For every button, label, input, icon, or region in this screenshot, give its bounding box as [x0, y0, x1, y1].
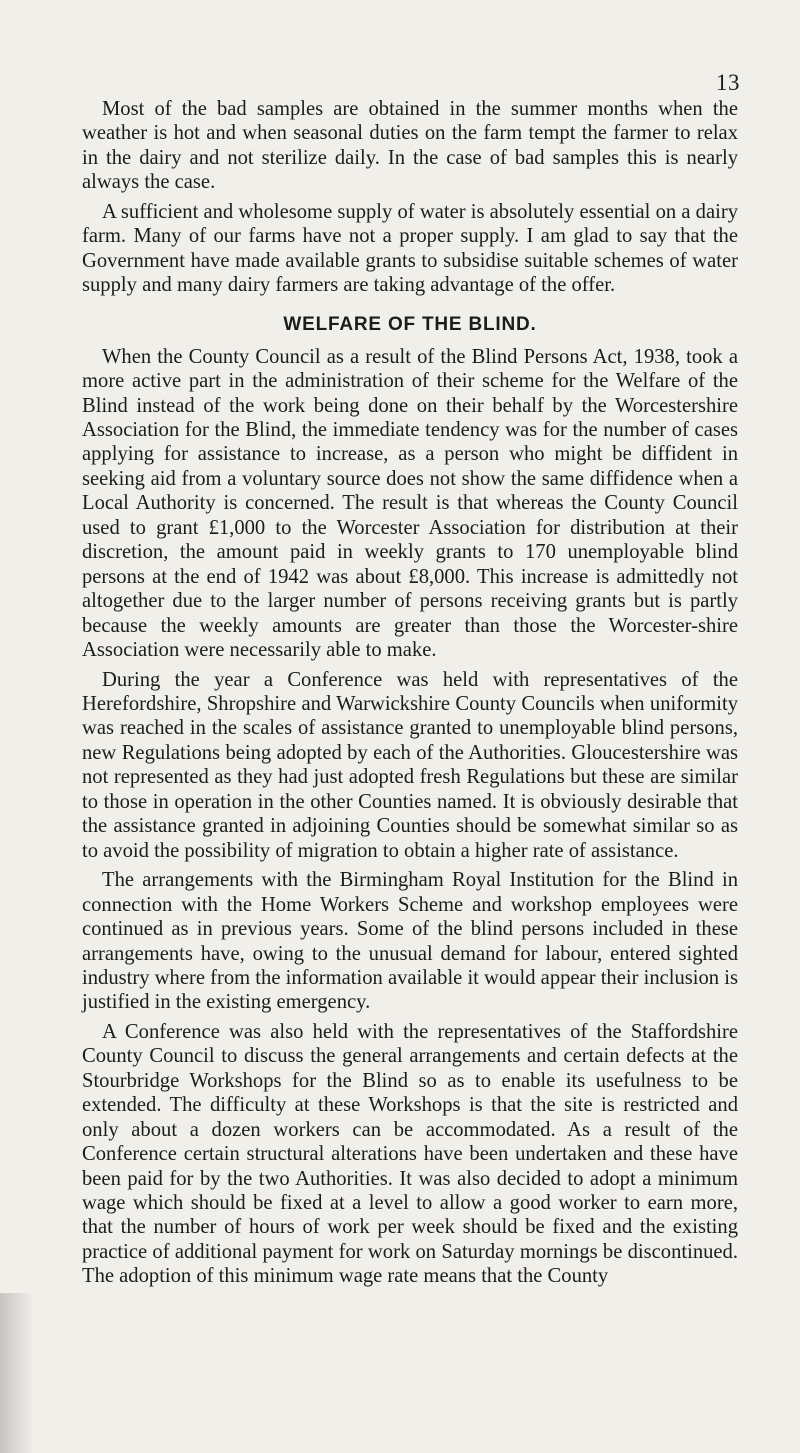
paragraph-stourbridge-workshops: A Conference was also held with the representatives of the Staffordshire County Council to discuss the general arrangements and certain defects at the Stourbridge Workshops for the Blind so as to enable its usefulness to be extended. The difficulty at these Workshops is that the site is restricted and only about a dozen workers can be accommodated. As a result of the Conference certain structural alterations have been undertaken and these have been paid for by the two Authorities. It was also decided to adopt a minimum wage which should be fixed at a level to allow a good worker to earn more, that the number of hours of work per week should be fixed and the existing practice of additional payment for work on Saturday mornings be discontinued. The adoption of this minimum wage rate means that the County	[82, 1020, 738, 1288]
page-edge-shadow	[0, 1293, 34, 1453]
paragraph-conference-counties: During the year a Conference was held with representatives of the Herefordshire, Shropshire and Warwickshire County Councils when uniformity was reached in the scales of assistance granted to unemployable blind persons, new Regulations being adopted by each of the Authorities. Gloucestershire was not represented as they had just adopted fresh Regulations but these are similar to those in operation in the other Counties named. It is obviously desirable that the assistance granted in adjoining Counties should be somewhat similar so as to avoid the possibility of migration to obtain a higher rate of assistance.	[82, 668, 738, 862]
paragraph-birmingham-institution: The arrangements with the Birmingham Royal Institution for the Blind in connection with the Home Workers Scheme and workshop employees were continued as in previous years. Some of the blind persons included in these arrangements have, owing to the unusual demand for labour, entered sighted industry where from the information available it would appear their inclusion is justified in the existing emergency.	[82, 869, 738, 1014]
paragraph-bad-samples: Most of the bad samples are obtained in the summer months when the weather is hot and when seasonal duties on the farm tempt the farmer to relax in the dairy and not sterilize daily. In the case of bad samples this is nearly always the case.	[82, 98, 738, 194]
paragraph-water-supply: A sufficient and wholesome supply of water is absolutely essential on a dairy farm. Many of our farms have not a proper supply. I am glad to say that the Government have made available grants to subsidise suitable schemes of water supply and many dairy farmers are taking advantage of the offer.	[82, 200, 738, 297]
paragraph-blind-persons-act: When the County Council as a result of the Blind Persons Act, 1938, took a more active part in the administration of their scheme for the Welfare of the Blind instead of the work being done on their behalf by the Worcestershire Association for the Blind, the immediate tendency was for the number of cases applying for assistance to increase, as a person who might be diffident in seeking aid from a voluntary source does not show the same diffidence when a Local Authority is concerned. The result is that whereas the County Council used to grant £1,000 to the Worcester Association for distribution at their discretion, the amount paid in weekly grants to 170 unemployable blind persons at the end of 1942 was about £8,000. This increase is admittedly not altogether due to the larger number of persons receiving grants but is partly because the weekly amounts are greater than those the Worcester-shire Association were necessarily able to make.	[82, 345, 738, 662]
section-heading: WELFARE OF THE BLIND.	[283, 313, 537, 335]
body-text	[82, 97, 738, 1294]
page-number: 13	[716, 70, 740, 95]
